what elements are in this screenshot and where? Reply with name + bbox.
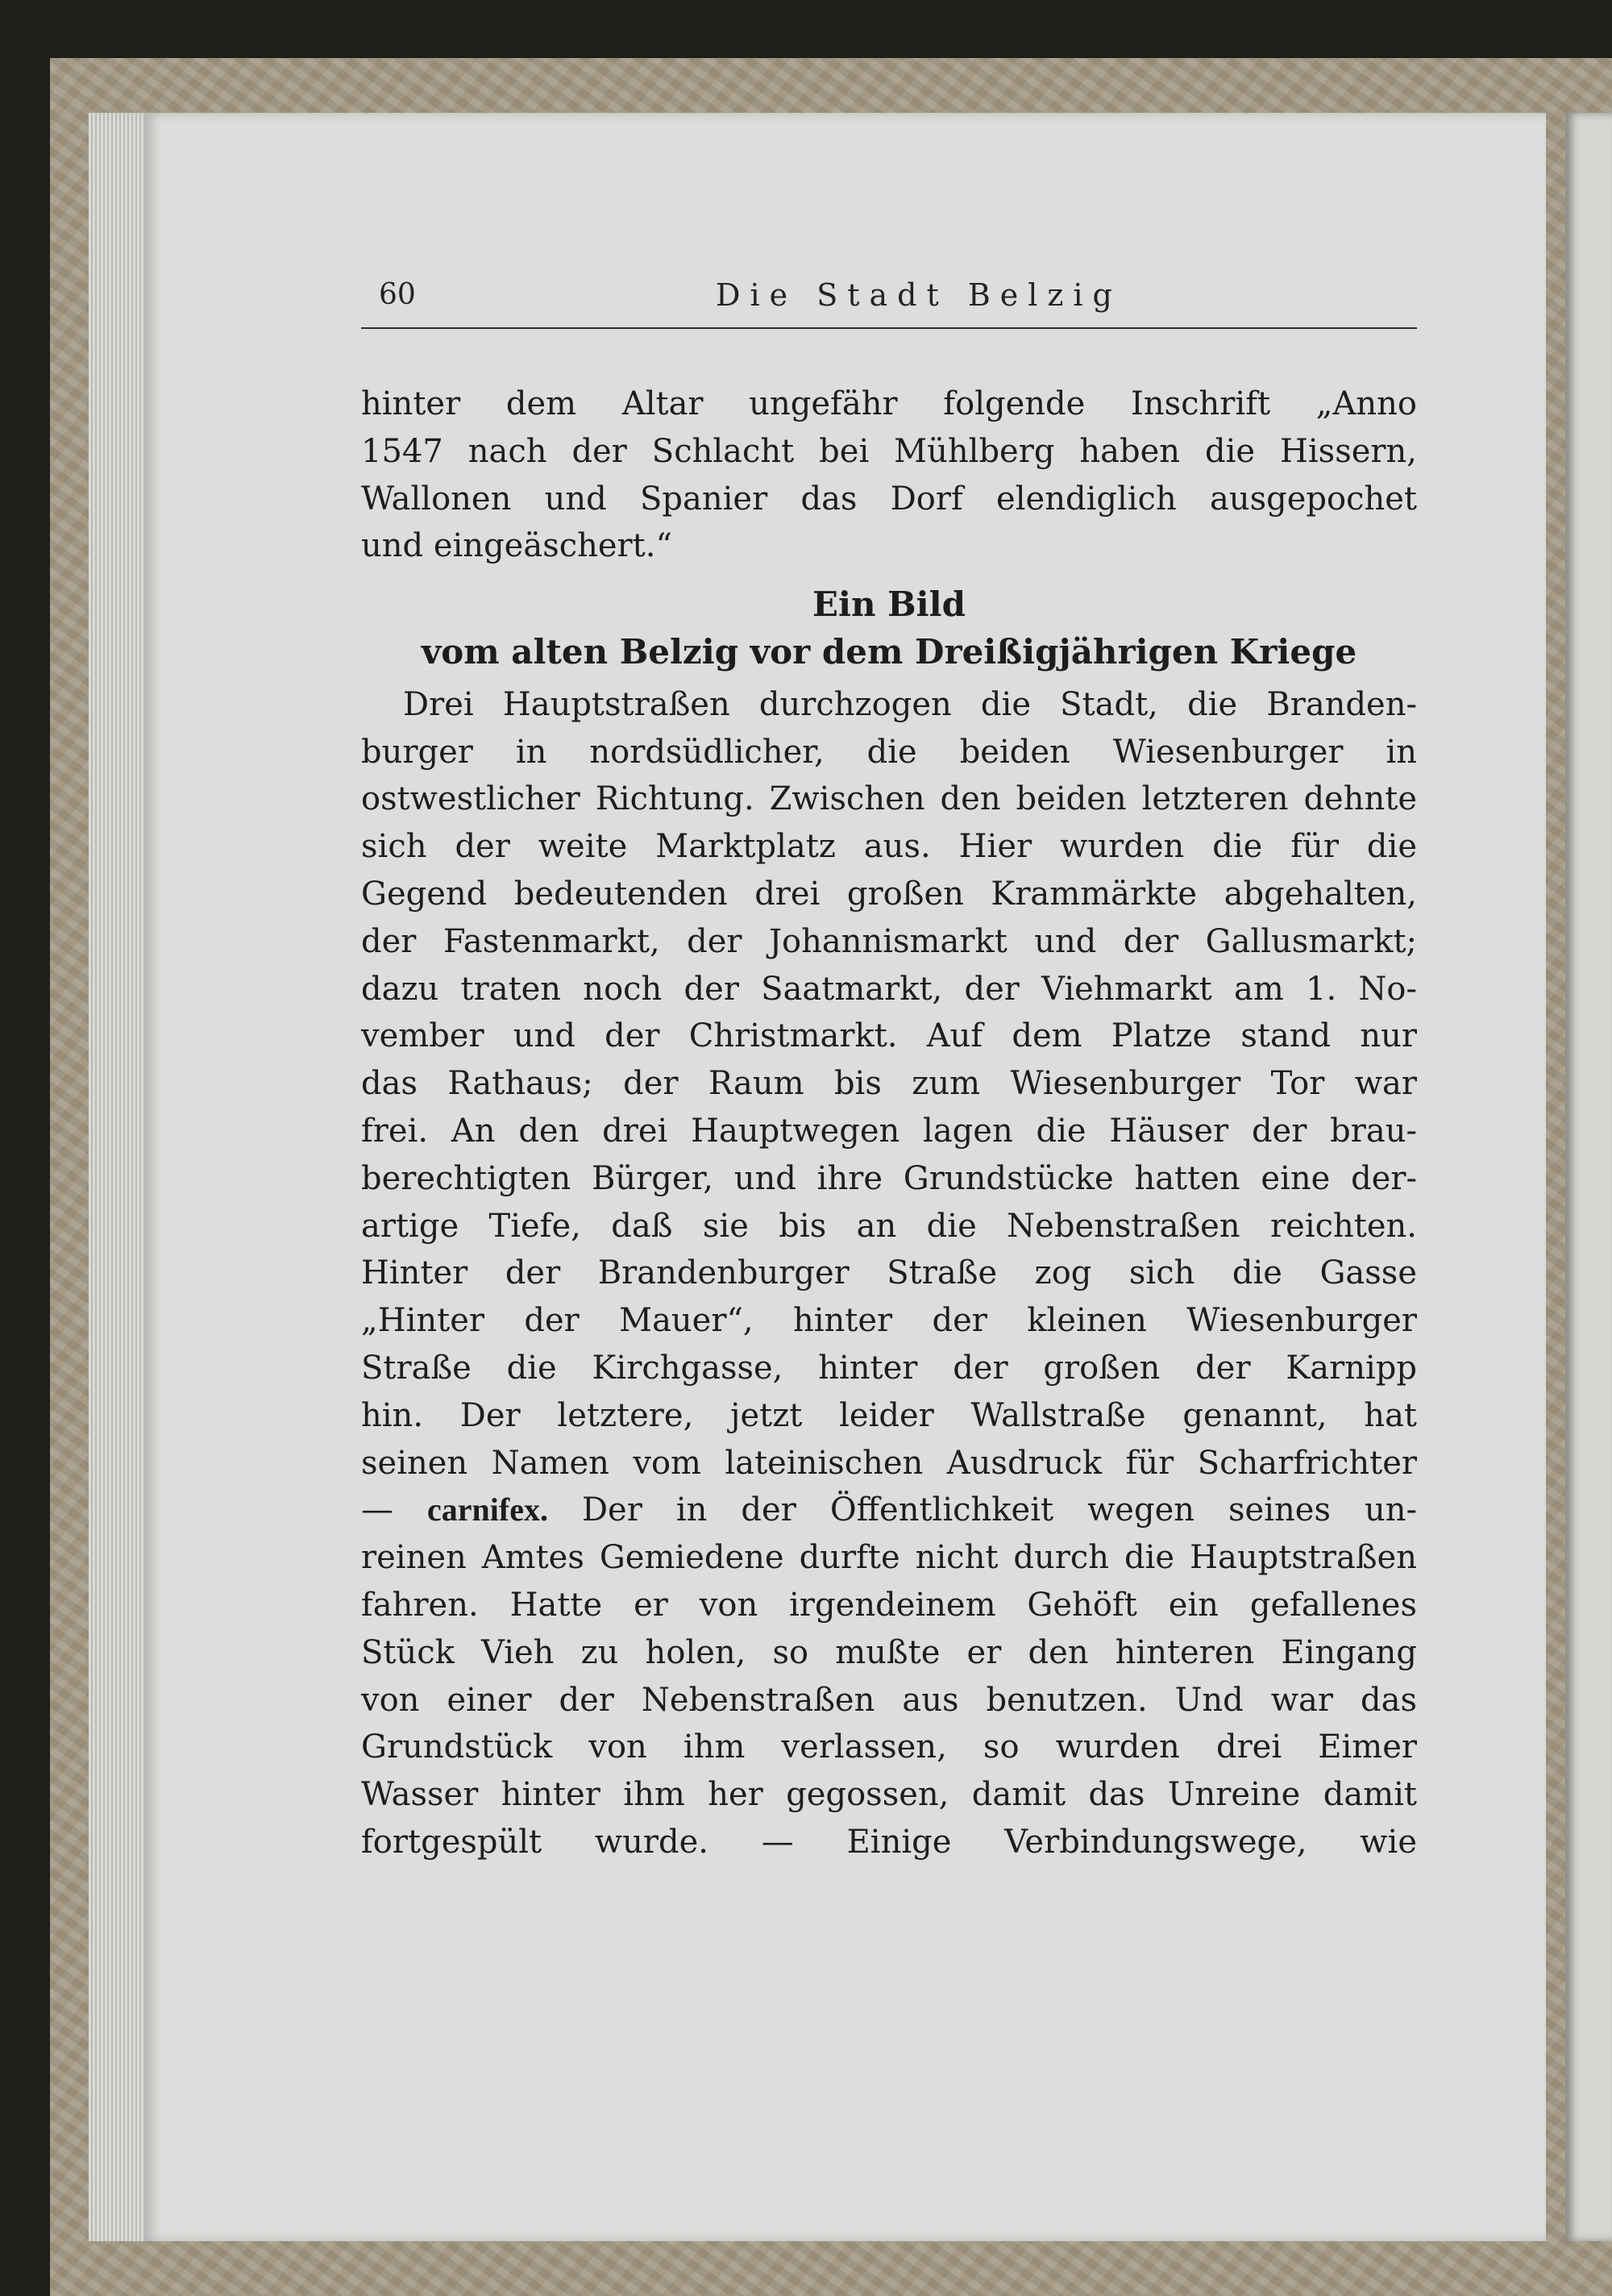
text-line: Hinter der Brandenburger Straße zog sich die Gasse — [361, 1254, 1417, 1292]
text-line: hin. Der letztere, jetzt leider Wallstraße genannt, hat — [361, 1396, 1417, 1434]
text-line: sich der weite Marktplatz aus. Hier wurden die für die — [361, 828, 1417, 866]
text-line: 1547 nach der Schlacht bei Mühlberg haben die Hissern, — [361, 432, 1417, 470]
section-heading: Ein Bild — [812, 584, 966, 625]
text-line: Wasser hinter ihm her gegossen, damit das Unreine damit — [361, 1776, 1417, 1814]
text-line: fahren. Hatte er von irgendeinem Gehöft ein gefallenes — [361, 1586, 1417, 1624]
text-line: frei. An den drei Hauptwegen lagen die Häuser der brau- — [361, 1112, 1417, 1150]
em-dash: — — [361, 1491, 393, 1529]
section-subheading: vom alten Belzig vor dem Dreißigjährigen Kriege — [421, 631, 1357, 672]
text-line: berechtigten Bürger, und ihre Grundstücke hatten eine der- — [361, 1159, 1417, 1197]
text-line: vember und der Christmarkt. Auf dem Platze stand nur — [361, 1017, 1417, 1055]
text-line: hinter dem Altar ungefähr folgende Inschrift „Anno — [361, 385, 1417, 422]
body-text — [361, 381, 1417, 1866]
text-line: ostwestlicher Richtung. Zwischen den beiden letzteren dehnte — [361, 780, 1417, 818]
text-line: artige Tiefe, daß sie bis an die Nebenstraßen reichten. — [361, 1207, 1417, 1245]
latin-term: carnifex. — [427, 1491, 548, 1529]
running-title: Die Stadt Belzig — [716, 277, 1122, 313]
text-line: und eingeäschert.“ — [361, 527, 672, 565]
text-line: burger in nordsüdlicher, die beiden Wiesenburger in — [361, 733, 1417, 771]
text-line: das Rathaus; der Raum bis zum Wiesenburger Tor war — [361, 1065, 1417, 1103]
running-head — [361, 274, 1417, 316]
text-line: Stück Vieh zu holen, so mußte er den hinteren Eingang — [361, 1633, 1417, 1671]
text-line: „Hinter der Mauer“, hinter der kleinen Wiesenburger — [361, 1302, 1417, 1340]
facing-page-edge — [1565, 113, 1612, 2241]
text-line: Grundstück von ihm verlassen, so wurden drei Eimer — [361, 1728, 1417, 1766]
header-rule — [361, 327, 1417, 329]
text-line: Drei Hauptstraßen durchzogen die Stadt, die Branden- — [403, 685, 1417, 723]
line-remainder: Der in der Öffentlichkeit wegen seines un- — [581, 1491, 1418, 1529]
text-line: von einer der Nebenstraßen aus benutzen. Und war das — [361, 1681, 1417, 1719]
text-line: dazu traten noch der Saatmarkt, der Viehmarkt am 1. No- — [361, 970, 1417, 1008]
text-line: reinen Amtes Gemiedene durfte nicht durch die Hauptstraßen — [361, 1539, 1417, 1577]
text-line-carnifex — [361, 1487, 1417, 1534]
text-line: seinen Namen vom lateinischen Ausdruck für Scharfrichter — [361, 1444, 1417, 1482]
text-line: fortgespült wurde. — Einige Verbindungswege, wie — [361, 1823, 1417, 1861]
text-line: Straße die Kirchgasse, hinter der großen der Karnipp — [361, 1349, 1417, 1387]
text-line: Wallonen und Spanier das Dorf elendiglich ausgepochet — [361, 480, 1417, 518]
text-line: Gegend bedeutenden drei großen Krammärkte abgehalten, — [361, 875, 1417, 913]
text-line: der Fastenmarkt, der Johannismarkt und der Gallusmarkt; — [361, 922, 1417, 960]
page-number: 60 — [379, 278, 416, 311]
